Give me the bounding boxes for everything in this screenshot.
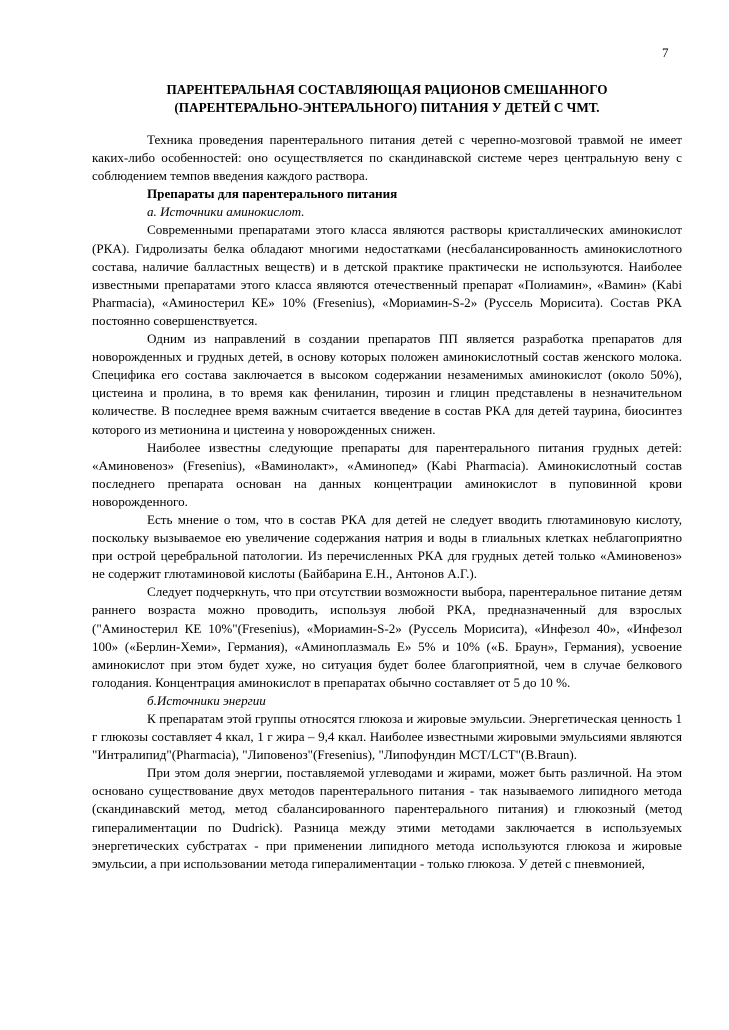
document-body bbox=[92, 131, 682, 873]
paragraph: К препаратам этой группы относятся глюкоза и жировые эмульсии. Энергетическая ценность 1 г глюкозы составляет 4 ккал, 1 г жира – 9,4 ккал. Наиболее известными жировыми эмульсиями являются "Интралипид"(Pharmacia), "Липовеноз"(Fresenius), "Липофундин MCT/LCT"(B.Braun). bbox=[92, 711, 682, 763]
title-line: ПАРЕНТЕРАЛЬНАЯ СОСТАВЛЯЮЩАЯ РАЦИОНОВ СМЕШАННОГО bbox=[166, 82, 608, 97]
section-heading: Препараты для парентерального питания bbox=[147, 186, 398, 202]
paragraph: Одним из направлений в создании препаратов ПП является разработка препаратов для новорожденных и грудных детей, в основу которых положен аминокислотный состав женского молока. Специфика его состава заключается в высоком содержании незаменимых аминокислот (около 50%), цистеина и пролина, в то время как фениланин, тирозин и глицин представлены в незначительном количестве. В последнее время важным считается введение в состав РКА для детей таурина, биосинтез которого из метионина и цистеина у новорожденных снижен. bbox=[92, 331, 682, 437]
paragraph: При этом доля энергии, поставляемой углеводами и жирами, может быть различной. На этом основано существование двух методов парентерального питания - так называемого липидного метода (скандинавский метод, метод сбалансированного парентерального питания) и глюкозный (метод гипералиментации по Dudrick). Разница между этими методами заключается в используемых энергетических субстратах - при применении липидного метода используются глюкоза и жировые эмульсии, а при использовании метода гипералиментации - только глюкоза. У детей с пневмонией, bbox=[92, 765, 682, 871]
subsection-heading: а. Источники аминокислот. bbox=[147, 204, 305, 220]
paragraph: Есть мнение о том, что в состав РКА для детей не следует вводить глютаминовую кислоту, поскольку вызываемое ею увеличение содержания натрия и воды в глиальных клетках неблагоприятно при острой церебральной патологии. Из перечисленных РКА для грудных детей только «Аминовеноз» не содержит глютаминовой кислоты (Байбарина Е.Н., Антонов А.Г.). bbox=[92, 511, 682, 582]
page-number: 7 bbox=[662, 45, 669, 60]
paragraph: Наиболее известны следующие препараты для парентерального питания грудных детей: «Аминовеноз» (Fresenius), «Ваминолакт», «Аминопед» (Kabi Pharmacia). Аминокислотный состав последнего препарата основан на данных концентрации аминокислот в пуповинной крови новорожденного. bbox=[92, 439, 682, 509]
paragraph: Следует подчеркнуть, что при отсутствии возможности выбора, парентеральное питание детям раннего возраста можно проводить, используя любой РКА, предназначенный для взрослых ("Аминостерил КЕ 10%"(Fresenius), «Мориамин-S-2» (Руссель Морисита), «Инфезол 40», «Инфезол 100» («Берлин-Хеми», Германия), «Аминоплазмаль Е» 5% и 10% («Б. Браун», Германия), усвоение аминокислот при этом будет хуже, но ситуация будет более благоприятной, чем в случае белкового голодания. Концентрация аминокислот в препаратах обычно составляет от 5 до 10 %. bbox=[92, 584, 682, 690]
paragraph: Современными препаратами этого класса являются растворы кристаллических аминокислот (РКА). Гидролизаты белка обладают многими недостатками (несбалансированность аминокислотного состава, наличие балластных веществ) и в детской практике практически не используются. Наиболее известными препаратами этого класса являются отечественный препарат «Полиамин», «Вамин» (Kabi Pharmacia), «Аминостерил КЕ» 10% (Fresenius), «Мориамин-S-2» (Руссель Морисита). Состав РКА постоянно совершенствуется. bbox=[92, 222, 682, 328]
subsection-heading: б.Источники энергии bbox=[147, 692, 266, 708]
title-line: (ПАРЕНТЕРАЛЬНО-ЭНТЕРАЛЬНОГО) ПИТАНИЯ У ДЕТЕЙ С ЧМТ. bbox=[174, 100, 600, 115]
paragraph: Техника проведения парентерального питания детей с черепно-мозговой травмой не имеет каких-либо особенностей: оно осуществляется по скандинавской системе через центральную вену с соблюдением темпов введения каждого раствора. bbox=[92, 132, 682, 184]
document-title bbox=[92, 81, 682, 117]
